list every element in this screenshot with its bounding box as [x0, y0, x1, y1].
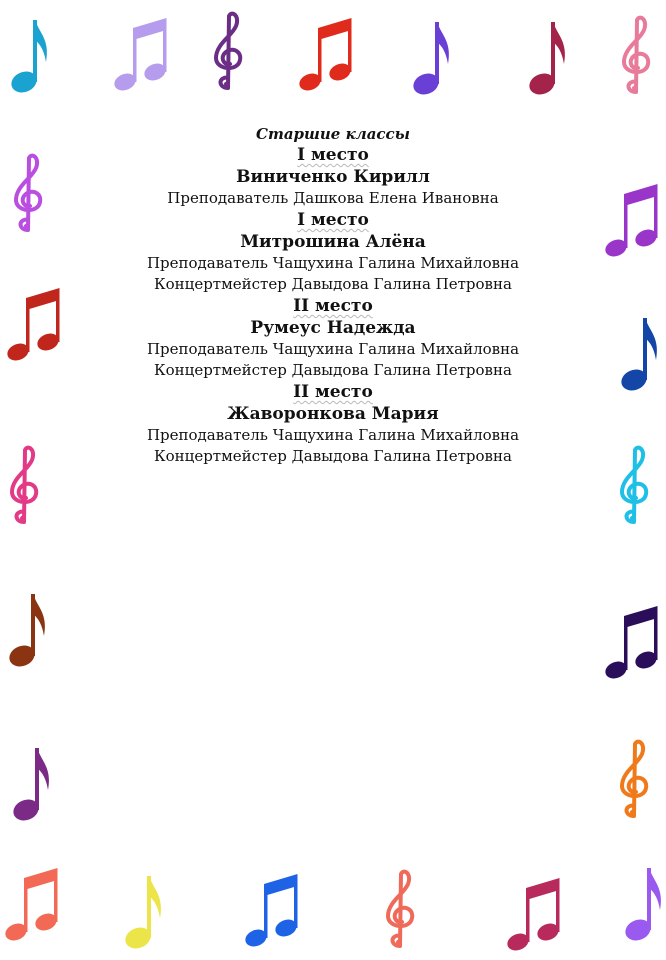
beamed-notes-icon [4, 866, 60, 946]
accompanist-line: Концертмейстер Давыдова Галина Петровна [154, 447, 512, 465]
participant-name: Жаворонкова Мария [227, 404, 439, 424]
beamed-notes-icon [244, 872, 300, 952]
participant-name: Митрошина Алёна [240, 232, 426, 252]
beamed-notes-icon [604, 604, 660, 684]
beamed-notes-icon [6, 286, 62, 366]
place-heading: I место [297, 210, 369, 230]
treble-clef-icon [618, 14, 654, 96]
winner-entry [93, 209, 573, 295]
treble-clef-icon [382, 868, 418, 950]
winner-entry [93, 381, 573, 467]
eighth-note-icon [624, 864, 664, 944]
eighth-note-icon [10, 16, 50, 96]
eighth-note-icon [8, 590, 48, 670]
winner-entry [93, 144, 573, 209]
category-subtitle: Старшие классы [256, 125, 410, 143]
eighth-note-icon [12, 744, 52, 824]
place-heading: II место [293, 382, 373, 402]
place-heading: I место [297, 145, 369, 165]
participant-name: Румеус Надежда [250, 318, 416, 338]
participant-name: Виниченко Кирилл [236, 167, 430, 187]
place-heading: II место [293, 296, 373, 316]
teacher-line: Преподаватель Чащухина Галина Михайловна [146, 340, 520, 358]
treble-clef-icon [616, 738, 652, 820]
teacher-line: Преподаватель Чащухина Галина Михайловна [146, 426, 520, 444]
teacher-line: Преподаватель Чащухина Галина Михайловна [146, 254, 520, 272]
treble-clef-icon [210, 10, 246, 92]
beamed-notes-icon [604, 182, 660, 262]
results-text [93, 125, 573, 467]
eighth-note-icon [528, 18, 568, 98]
accompanist-line: Концертмейстер Давыдова Галина Петровна [154, 275, 512, 293]
teacher-line: Преподаватель Дашкова Елена Ивановна [167, 189, 499, 207]
treble-clef-icon [10, 152, 46, 234]
winner-entry [93, 295, 573, 381]
beamed-notes-icon [506, 876, 562, 956]
treble-clef-icon [616, 444, 652, 526]
eighth-note-icon [620, 314, 660, 394]
eighth-note-icon [412, 18, 452, 98]
beamed-notes-icon [113, 16, 169, 96]
accompanist-line: Концертмейстер Давыдова Галина Петровна [154, 361, 512, 379]
beamed-notes-icon [298, 16, 354, 96]
eighth-note-icon [124, 872, 164, 952]
treble-clef-icon [6, 444, 42, 526]
